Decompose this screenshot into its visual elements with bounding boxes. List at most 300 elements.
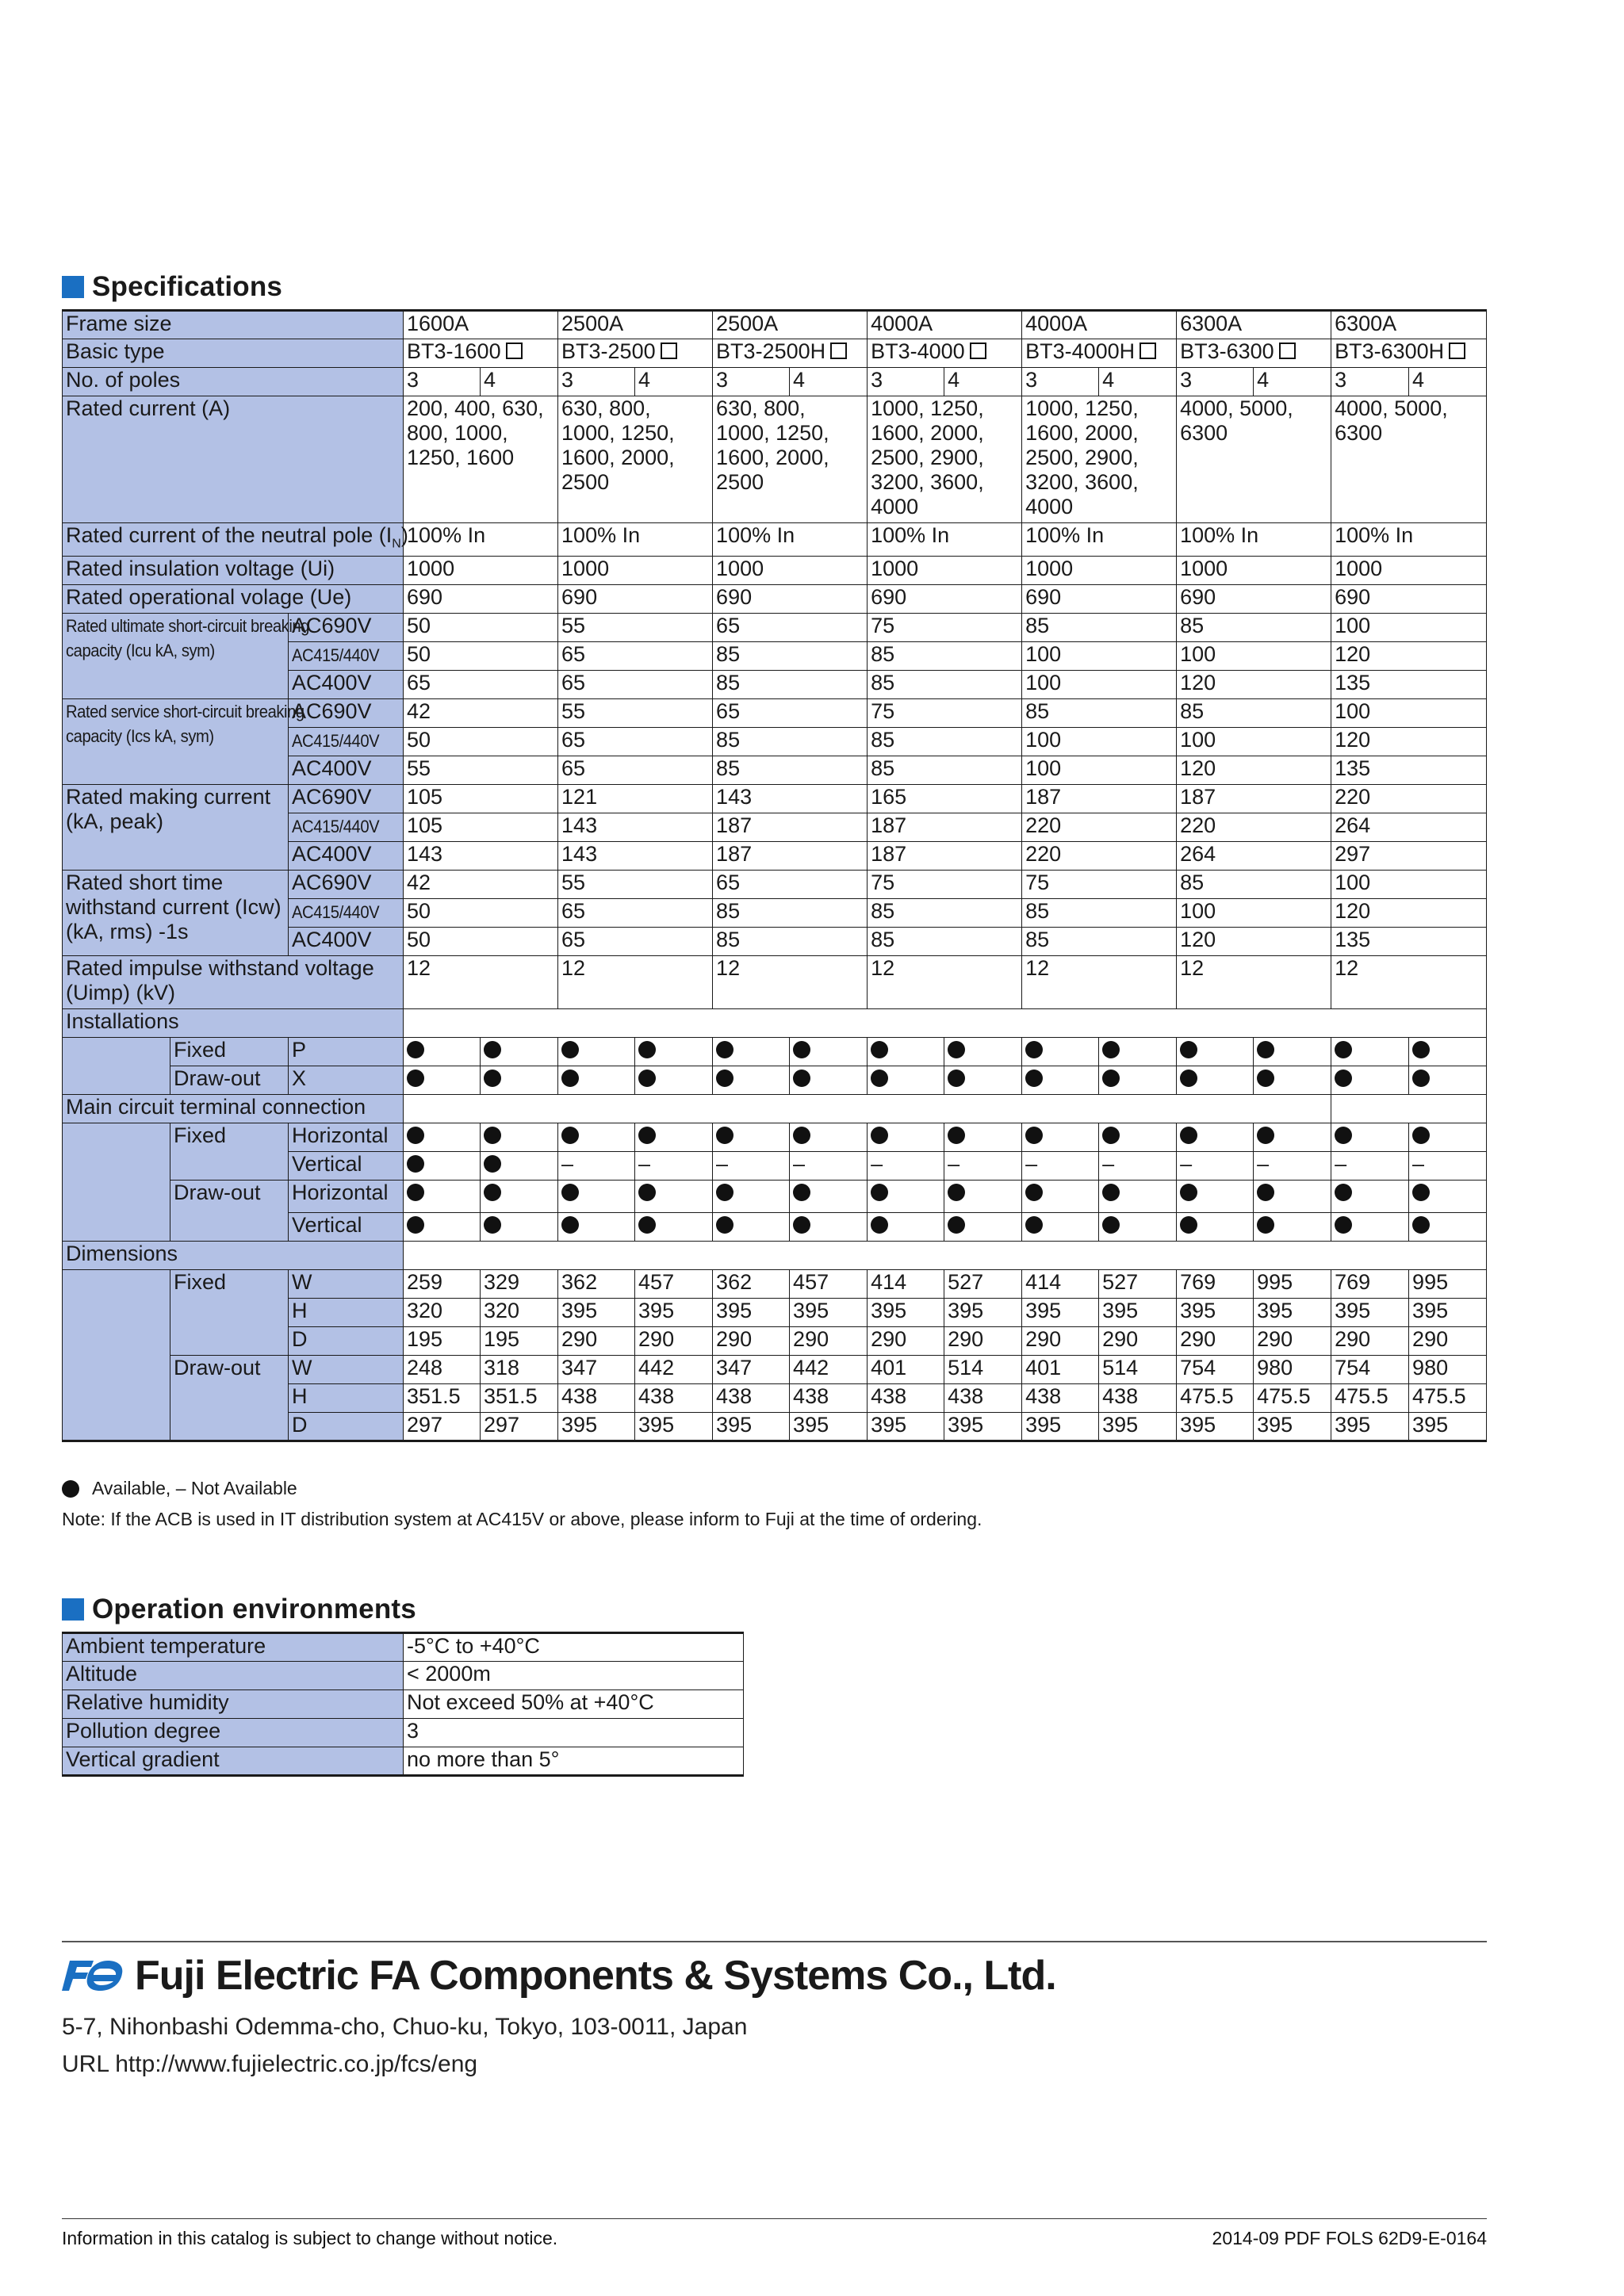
available-cell bbox=[635, 1038, 713, 1066]
available-cell bbox=[790, 1038, 868, 1066]
icw-value: 100 bbox=[1331, 871, 1487, 899]
available-cell bbox=[944, 1066, 1022, 1095]
dimension-value: 401 bbox=[868, 1356, 944, 1384]
document-code: 2014-09 PDF FOLS 62D9-E-0164 bbox=[1212, 2228, 1487, 2248]
ics-value: 42 bbox=[404, 699, 558, 728]
not-available-cell: – bbox=[790, 1152, 868, 1181]
pole-3: 3 bbox=[558, 368, 635, 396]
available-cell bbox=[404, 1152, 481, 1181]
bottom-divider bbox=[62, 2218, 1487, 2219]
available-dot-icon bbox=[871, 1041, 888, 1058]
available-cell bbox=[944, 1038, 1022, 1066]
available-dot-icon bbox=[561, 1184, 579, 1201]
installations-empty bbox=[404, 1009, 1487, 1038]
dimension-value: 438 bbox=[1099, 1384, 1177, 1413]
dimension-value: 754 bbox=[1177, 1356, 1254, 1384]
basic-type-text: BT3-6300 bbox=[1180, 339, 1274, 363]
available-dot-icon bbox=[716, 1127, 733, 1144]
operation-row bbox=[63, 1633, 744, 1662]
voltage-label bbox=[289, 842, 404, 871]
neutral-value: 100% In bbox=[868, 523, 1022, 557]
company-block bbox=[62, 1952, 1056, 1999]
basic-type-text: BT3-4000H bbox=[1025, 339, 1136, 363]
dimension-axis-label: W bbox=[289, 1356, 404, 1384]
making-value: 105 bbox=[404, 813, 558, 842]
icu-value: 85 bbox=[713, 671, 868, 699]
dimension-value: 195 bbox=[481, 1327, 558, 1356]
available-dot-icon bbox=[1180, 1070, 1197, 1087]
dimension-value: 395 bbox=[713, 1299, 790, 1327]
uimp-value: 12 bbox=[1177, 956, 1331, 1009]
company-url: URL http://www.fujielectric.co.jp/fcs/eng bbox=[62, 2051, 478, 2077]
making-value: 121 bbox=[558, 785, 713, 813]
dimension-row bbox=[63, 1356, 1487, 1384]
available-cell bbox=[790, 1181, 868, 1213]
dimension-value: 438 bbox=[1022, 1384, 1099, 1413]
dimension-value: 395 bbox=[1331, 1299, 1409, 1327]
neutral-label bbox=[63, 523, 408, 557]
available-dot-icon bbox=[484, 1155, 501, 1173]
voltage-label bbox=[289, 928, 404, 956]
icw-value: 85 bbox=[1177, 871, 1331, 899]
dimension-value: 290 bbox=[1331, 1327, 1409, 1356]
basic-type-value bbox=[1331, 339, 1487, 368]
available-dot-icon bbox=[62, 1480, 79, 1498]
option-box-icon bbox=[830, 342, 847, 359]
dimension-value: 527 bbox=[944, 1270, 1022, 1299]
dimensions-row bbox=[63, 1242, 1487, 1270]
horizontal-label: Horizontal bbox=[289, 1123, 404, 1152]
pole-4: 4 bbox=[944, 368, 1022, 396]
dimension-value: 457 bbox=[635, 1270, 713, 1299]
voltage-label bbox=[289, 871, 404, 899]
voltage-text: AC400V bbox=[292, 671, 372, 695]
available-cell bbox=[1331, 1181, 1409, 1213]
dimension-value: 395 bbox=[790, 1299, 868, 1327]
voltage-text: AC400V bbox=[292, 756, 372, 781]
available-dot-icon bbox=[407, 1155, 424, 1173]
making-value: 220 bbox=[1331, 785, 1487, 813]
dimensions-empty bbox=[404, 1242, 1487, 1270]
dimension-value: 442 bbox=[790, 1356, 868, 1384]
available-dot-icon bbox=[1257, 1216, 1274, 1234]
pole-4: 4 bbox=[790, 368, 868, 396]
making-value: 220 bbox=[1177, 813, 1331, 842]
dimension-value: 475.5 bbox=[1177, 1384, 1254, 1413]
available-cell bbox=[635, 1066, 713, 1095]
available-dot-icon bbox=[793, 1184, 810, 1201]
dimensions-label: Dimensions bbox=[63, 1242, 404, 1270]
not-available-cell: – bbox=[868, 1152, 944, 1181]
available-cell bbox=[713, 1213, 790, 1242]
basic-type-text: BT3-1600 bbox=[407, 339, 501, 363]
available-cell bbox=[1022, 1213, 1099, 1242]
available-dot-icon bbox=[948, 1184, 965, 1201]
pole-3: 3 bbox=[1022, 368, 1099, 396]
available-dot-icon bbox=[484, 1216, 501, 1234]
icw-value: 75 bbox=[1022, 871, 1177, 899]
neutral-value: 100% In bbox=[1177, 523, 1331, 557]
voltage-text: AC690V bbox=[292, 614, 372, 638]
available-dot-icon bbox=[561, 1127, 579, 1144]
frame-size-value: 2500A bbox=[558, 311, 713, 339]
dimension-value: 395 bbox=[1022, 1299, 1099, 1327]
voltage-label bbox=[289, 813, 404, 842]
available-cell bbox=[1099, 1181, 1177, 1213]
available-dot-icon bbox=[638, 1216, 656, 1234]
dimension-value: 395 bbox=[944, 1299, 1022, 1327]
ui-value: 1000 bbox=[713, 557, 868, 585]
making-value: 143 bbox=[713, 785, 868, 813]
specifications-heading bbox=[62, 271, 282, 303]
available-dot-icon bbox=[1257, 1184, 1274, 1201]
ics-value: 65 bbox=[713, 699, 868, 728]
making-value: 264 bbox=[1177, 842, 1331, 871]
making-value: 143 bbox=[558, 842, 713, 871]
ics-label bbox=[63, 699, 304, 785]
uimp-label: Rated impulse withstand voltage (Uimp) (kV) bbox=[63, 956, 404, 1009]
neutral-row bbox=[63, 523, 1487, 557]
ue-value: 690 bbox=[868, 585, 1022, 614]
making-value: 264 bbox=[1331, 813, 1487, 842]
icu-value: 55 bbox=[558, 614, 713, 642]
ue-value: 690 bbox=[558, 585, 713, 614]
dimension-value: 395 bbox=[713, 1413, 790, 1441]
making-value: 165 bbox=[868, 785, 1022, 813]
voltage-label bbox=[289, 899, 404, 928]
voltage-text: AC415/440V bbox=[292, 902, 380, 923]
specifications-title: Specifications bbox=[92, 271, 283, 302]
frame-size-label: Frame size bbox=[63, 311, 404, 339]
ics-value: 65 bbox=[558, 728, 713, 756]
available-cell bbox=[1331, 1123, 1409, 1152]
icu-label-text: Rated ultimate short-circuit breaking capacity (Icu kA, sym) bbox=[66, 616, 309, 661]
basic-type-value bbox=[558, 339, 713, 368]
available-cell bbox=[944, 1123, 1022, 1152]
icw-value: 55 bbox=[558, 871, 713, 899]
available-cell bbox=[790, 1066, 868, 1095]
option-box-icon bbox=[506, 342, 523, 359]
voltage-label bbox=[289, 671, 404, 699]
dimension-value: 362 bbox=[713, 1270, 790, 1299]
dimension-axis-label: H bbox=[289, 1384, 404, 1413]
available-dot-icon bbox=[1180, 1127, 1197, 1144]
option-box-icon bbox=[970, 342, 986, 359]
dimension-value: 290 bbox=[713, 1327, 790, 1356]
ui-value: 1000 bbox=[1331, 557, 1487, 585]
pole-4: 4 bbox=[635, 368, 713, 396]
available-cell bbox=[1409, 1213, 1487, 1242]
dimension-value: 395 bbox=[790, 1413, 868, 1441]
dimension-value: 395 bbox=[1099, 1413, 1177, 1441]
ics-value: 85 bbox=[713, 756, 868, 785]
dimension-value: 995 bbox=[1254, 1270, 1331, 1299]
icu-value: 100 bbox=[1022, 671, 1177, 699]
basic-type-value bbox=[868, 339, 1022, 368]
dimension-value: 351.5 bbox=[481, 1384, 558, 1413]
available-cell bbox=[713, 1181, 790, 1213]
making-value: 220 bbox=[1022, 842, 1177, 871]
available-dot-icon bbox=[1102, 1184, 1120, 1201]
pole-3: 3 bbox=[713, 368, 790, 396]
icw-value: 50 bbox=[404, 899, 558, 928]
icu-value: 50 bbox=[404, 614, 558, 642]
uimp-value: 12 bbox=[1331, 956, 1487, 1009]
available-dot-icon bbox=[1412, 1041, 1430, 1058]
rated-current-value: 4000, 5000, 6300 bbox=[1177, 396, 1331, 523]
available-dot-icon bbox=[716, 1184, 733, 1201]
dimension-value: 248 bbox=[404, 1356, 481, 1384]
dimension-value: 754 bbox=[1331, 1356, 1409, 1384]
neutral-value: 100% In bbox=[1331, 523, 1487, 557]
available-cell bbox=[1177, 1123, 1254, 1152]
icu-value: 75 bbox=[868, 614, 1022, 642]
dimension-value: 329 bbox=[481, 1270, 558, 1299]
ics-value: 135 bbox=[1331, 756, 1487, 785]
ics-value: 120 bbox=[1331, 728, 1487, 756]
ui-value: 1000 bbox=[404, 557, 558, 585]
available-cell bbox=[481, 1066, 558, 1095]
dimension-value: 395 bbox=[1099, 1299, 1177, 1327]
making-value: 187 bbox=[868, 813, 1022, 842]
icu-value: 65 bbox=[558, 642, 713, 671]
voltage-text: AC415/440V bbox=[292, 645, 380, 666]
neutral-suffix: ) bbox=[400, 523, 408, 547]
basic-type-row bbox=[63, 339, 1487, 368]
available-dot-icon bbox=[1412, 1070, 1430, 1087]
dimension-value: 290 bbox=[1099, 1327, 1177, 1356]
icu-value: 85 bbox=[1177, 614, 1331, 642]
dimension-value: 442 bbox=[635, 1356, 713, 1384]
available-cell bbox=[481, 1181, 558, 1213]
dimension-value: 395 bbox=[635, 1299, 713, 1327]
neutral-value: 100% In bbox=[404, 523, 558, 557]
icu-value: 85 bbox=[868, 671, 1022, 699]
available-dot-icon bbox=[1335, 1041, 1352, 1058]
option-box-icon bbox=[1139, 342, 1156, 359]
ui-label: Rated insulation voltage (Ui) bbox=[63, 557, 404, 585]
operation-label: Altitude bbox=[63, 1662, 404, 1690]
icu-value: 65 bbox=[558, 671, 713, 699]
basic-type-text: BT3-6300H bbox=[1335, 339, 1445, 363]
available-cell bbox=[1409, 1038, 1487, 1066]
basic-type-value bbox=[404, 339, 558, 368]
dimension-axis-label: D bbox=[289, 1413, 404, 1441]
dimension-value: 457 bbox=[790, 1270, 868, 1299]
dimension-value: 290 bbox=[558, 1327, 635, 1356]
available-cell bbox=[1331, 1066, 1409, 1095]
dimension-value: 362 bbox=[558, 1270, 635, 1299]
dimension-value: 769 bbox=[1177, 1270, 1254, 1299]
available-cell bbox=[404, 1038, 481, 1066]
dimension-value: 395 bbox=[558, 1299, 635, 1327]
section-square-icon bbox=[62, 1598, 84, 1621]
available-dot-icon bbox=[948, 1216, 965, 1234]
not-available-cell: – bbox=[944, 1152, 1022, 1181]
terminal-indent bbox=[63, 1123, 170, 1242]
ue-value: 690 bbox=[713, 585, 868, 614]
terminal-row bbox=[63, 1095, 1487, 1123]
icw-label bbox=[63, 871, 289, 956]
available-dot-icon bbox=[638, 1184, 656, 1201]
installations-indent bbox=[63, 1038, 170, 1095]
icw-value: 120 bbox=[1331, 899, 1487, 928]
available-cell bbox=[1177, 1181, 1254, 1213]
available-cell bbox=[868, 1123, 944, 1152]
dimension-value: 195 bbox=[404, 1327, 481, 1356]
available-dot-icon bbox=[484, 1184, 501, 1201]
basic-type-label: Basic type bbox=[63, 339, 404, 368]
not-available-cell: – bbox=[558, 1152, 635, 1181]
icw-value: 65 bbox=[558, 899, 713, 928]
available-cell bbox=[1254, 1038, 1331, 1066]
ics-value: 100 bbox=[1331, 699, 1487, 728]
footer-divider bbox=[62, 1941, 1487, 1942]
dimension-axis-label: W bbox=[289, 1270, 404, 1299]
making-value: 187 bbox=[1177, 785, 1331, 813]
making-value: 187 bbox=[713, 813, 868, 842]
basic-type-value bbox=[1177, 339, 1331, 368]
fuji-electric-logo-icon bbox=[62, 1957, 124, 1994]
ue-value: 690 bbox=[1331, 585, 1487, 614]
not-available-cell: – bbox=[713, 1152, 790, 1181]
dimension-value: 475.5 bbox=[1331, 1384, 1409, 1413]
ics-value: 120 bbox=[1177, 756, 1331, 785]
dimension-value: 320 bbox=[481, 1299, 558, 1327]
poles-row bbox=[63, 368, 1487, 396]
available-cell bbox=[1254, 1213, 1331, 1242]
operation-label: Vertical gradient bbox=[63, 1747, 404, 1776]
horizontal-label: Horizontal bbox=[289, 1181, 404, 1213]
dimension-value: 438 bbox=[635, 1384, 713, 1413]
dimension-value: 395 bbox=[868, 1299, 944, 1327]
neutral-value: 100% In bbox=[1022, 523, 1177, 557]
icw-value: 135 bbox=[1331, 928, 1487, 956]
available-cell bbox=[1099, 1123, 1177, 1152]
rated-current-value: 630, 800, 1000, 1250, 1600, 2000, 2500 bbox=[713, 396, 868, 523]
dimension-value: 395 bbox=[1331, 1413, 1409, 1441]
company-address: 5-7, Nihonbashi Odemma-cho, Chuo-ku, Tokyo, 103-0011, Japan bbox=[62, 2014, 748, 2040]
making-value: 187 bbox=[1022, 785, 1177, 813]
available-dot-icon bbox=[793, 1127, 810, 1144]
uimp-row bbox=[63, 956, 1487, 1009]
available-cell bbox=[868, 1038, 944, 1066]
available-cell bbox=[481, 1038, 558, 1066]
operation-row bbox=[63, 1719, 744, 1747]
rated-current-value: 200, 400, 630, 800, 1000, 1250, 1600 bbox=[404, 396, 558, 523]
available-cell bbox=[790, 1123, 868, 1152]
basic-type-text: BT3-4000 bbox=[871, 339, 965, 363]
voltage-text: AC400V bbox=[292, 928, 372, 952]
ics-value: 85 bbox=[868, 728, 1022, 756]
available-cell bbox=[1331, 1213, 1409, 1242]
dimension-value: 475.5 bbox=[1254, 1384, 1331, 1413]
dimension-value: 290 bbox=[635, 1327, 713, 1356]
making-value: 143 bbox=[558, 813, 713, 842]
icu-value: 50 bbox=[404, 642, 558, 671]
dimension-value: 290 bbox=[944, 1327, 1022, 1356]
voltage-text: AC400V bbox=[292, 842, 372, 867]
available-cell bbox=[713, 1066, 790, 1095]
voltage-label bbox=[289, 785, 404, 813]
voltage-text: AC690V bbox=[292, 871, 372, 895]
operation-value: Not exceed 50% at +40°C bbox=[404, 1690, 744, 1719]
dimension-value: 395 bbox=[868, 1413, 944, 1441]
voltage-label bbox=[289, 728, 404, 756]
terminal-label: Main circuit terminal connection bbox=[63, 1095, 404, 1123]
rated-current-row bbox=[63, 396, 1487, 523]
operation-value: -5°C to +40°C bbox=[404, 1633, 744, 1662]
dimension-value: 438 bbox=[558, 1384, 635, 1413]
pole-4: 4 bbox=[481, 368, 558, 396]
available-dot-icon bbox=[1257, 1041, 1274, 1058]
ics-value: 85 bbox=[1022, 699, 1177, 728]
ordering-note: Note: If the ACB is used in IT distribution system at AC415V or above, please inform to Fuji at the time of ordering. bbox=[62, 1509, 982, 1529]
available-dot-icon bbox=[871, 1216, 888, 1234]
available-dot-icon bbox=[1335, 1216, 1352, 1234]
not-available-cell: – bbox=[1177, 1152, 1254, 1181]
dimension-axis-label: H bbox=[289, 1299, 404, 1327]
icw-label-text: Rated short time withstand current (Icw) (kA, rms) -1s bbox=[66, 871, 282, 944]
dimension-value: 414 bbox=[868, 1270, 944, 1299]
not-available-cell: – bbox=[635, 1152, 713, 1181]
dimension-value: 347 bbox=[713, 1356, 790, 1384]
neutral-sub: N bbox=[392, 537, 401, 551]
available-dot-icon bbox=[793, 1216, 810, 1234]
dimension-value: 438 bbox=[713, 1384, 790, 1413]
available-dot-icon bbox=[1102, 1041, 1120, 1058]
available-cell bbox=[1254, 1181, 1331, 1213]
installation-drawout-row bbox=[63, 1066, 1487, 1095]
operation-value: < 2000m bbox=[404, 1662, 744, 1690]
dimension-value: 769 bbox=[1331, 1270, 1409, 1299]
dimension-value: 395 bbox=[1022, 1413, 1099, 1441]
ue-label: Rated operational volage (Ue) bbox=[63, 585, 404, 614]
operation-heading bbox=[62, 1594, 416, 1625]
available-dot-icon bbox=[407, 1041, 424, 1058]
available-dot-icon bbox=[407, 1184, 424, 1201]
dimension-value: 290 bbox=[1022, 1327, 1099, 1356]
available-dot-icon bbox=[1025, 1127, 1043, 1144]
available-cell bbox=[404, 1123, 481, 1152]
available-dot-icon bbox=[948, 1127, 965, 1144]
rated-current-value: 1000, 1250, 1600, 2000, 2500, 2900, 3200, 3600, 4000 bbox=[1022, 396, 1177, 523]
not-available-cell: – bbox=[1331, 1152, 1409, 1181]
dimension-value: 395 bbox=[1254, 1413, 1331, 1441]
voltage-text: AC415/440V bbox=[292, 817, 380, 837]
available-dot-icon bbox=[638, 1070, 656, 1087]
icu-value: 100 bbox=[1022, 642, 1177, 671]
ics-value: 85 bbox=[868, 756, 1022, 785]
legend bbox=[62, 1478, 297, 1499]
frame-size-value: 6300A bbox=[1331, 311, 1487, 339]
dimension-value: 395 bbox=[558, 1413, 635, 1441]
making-value: 143 bbox=[404, 842, 558, 871]
operation-row bbox=[63, 1747, 744, 1776]
dimension-value: 438 bbox=[944, 1384, 1022, 1413]
icw-value: 85 bbox=[1022, 899, 1177, 928]
frame-size-value: 1600A bbox=[404, 311, 558, 339]
icu-value: 65 bbox=[713, 614, 868, 642]
ue-value: 690 bbox=[1177, 585, 1331, 614]
available-dot-icon bbox=[1257, 1070, 1274, 1087]
dimension-value: 401 bbox=[1022, 1356, 1099, 1384]
making-value: 187 bbox=[868, 842, 1022, 871]
available-cell bbox=[481, 1213, 558, 1242]
available-dot-icon bbox=[948, 1070, 965, 1087]
pole-4: 4 bbox=[1254, 368, 1331, 396]
available-cell bbox=[404, 1066, 481, 1095]
